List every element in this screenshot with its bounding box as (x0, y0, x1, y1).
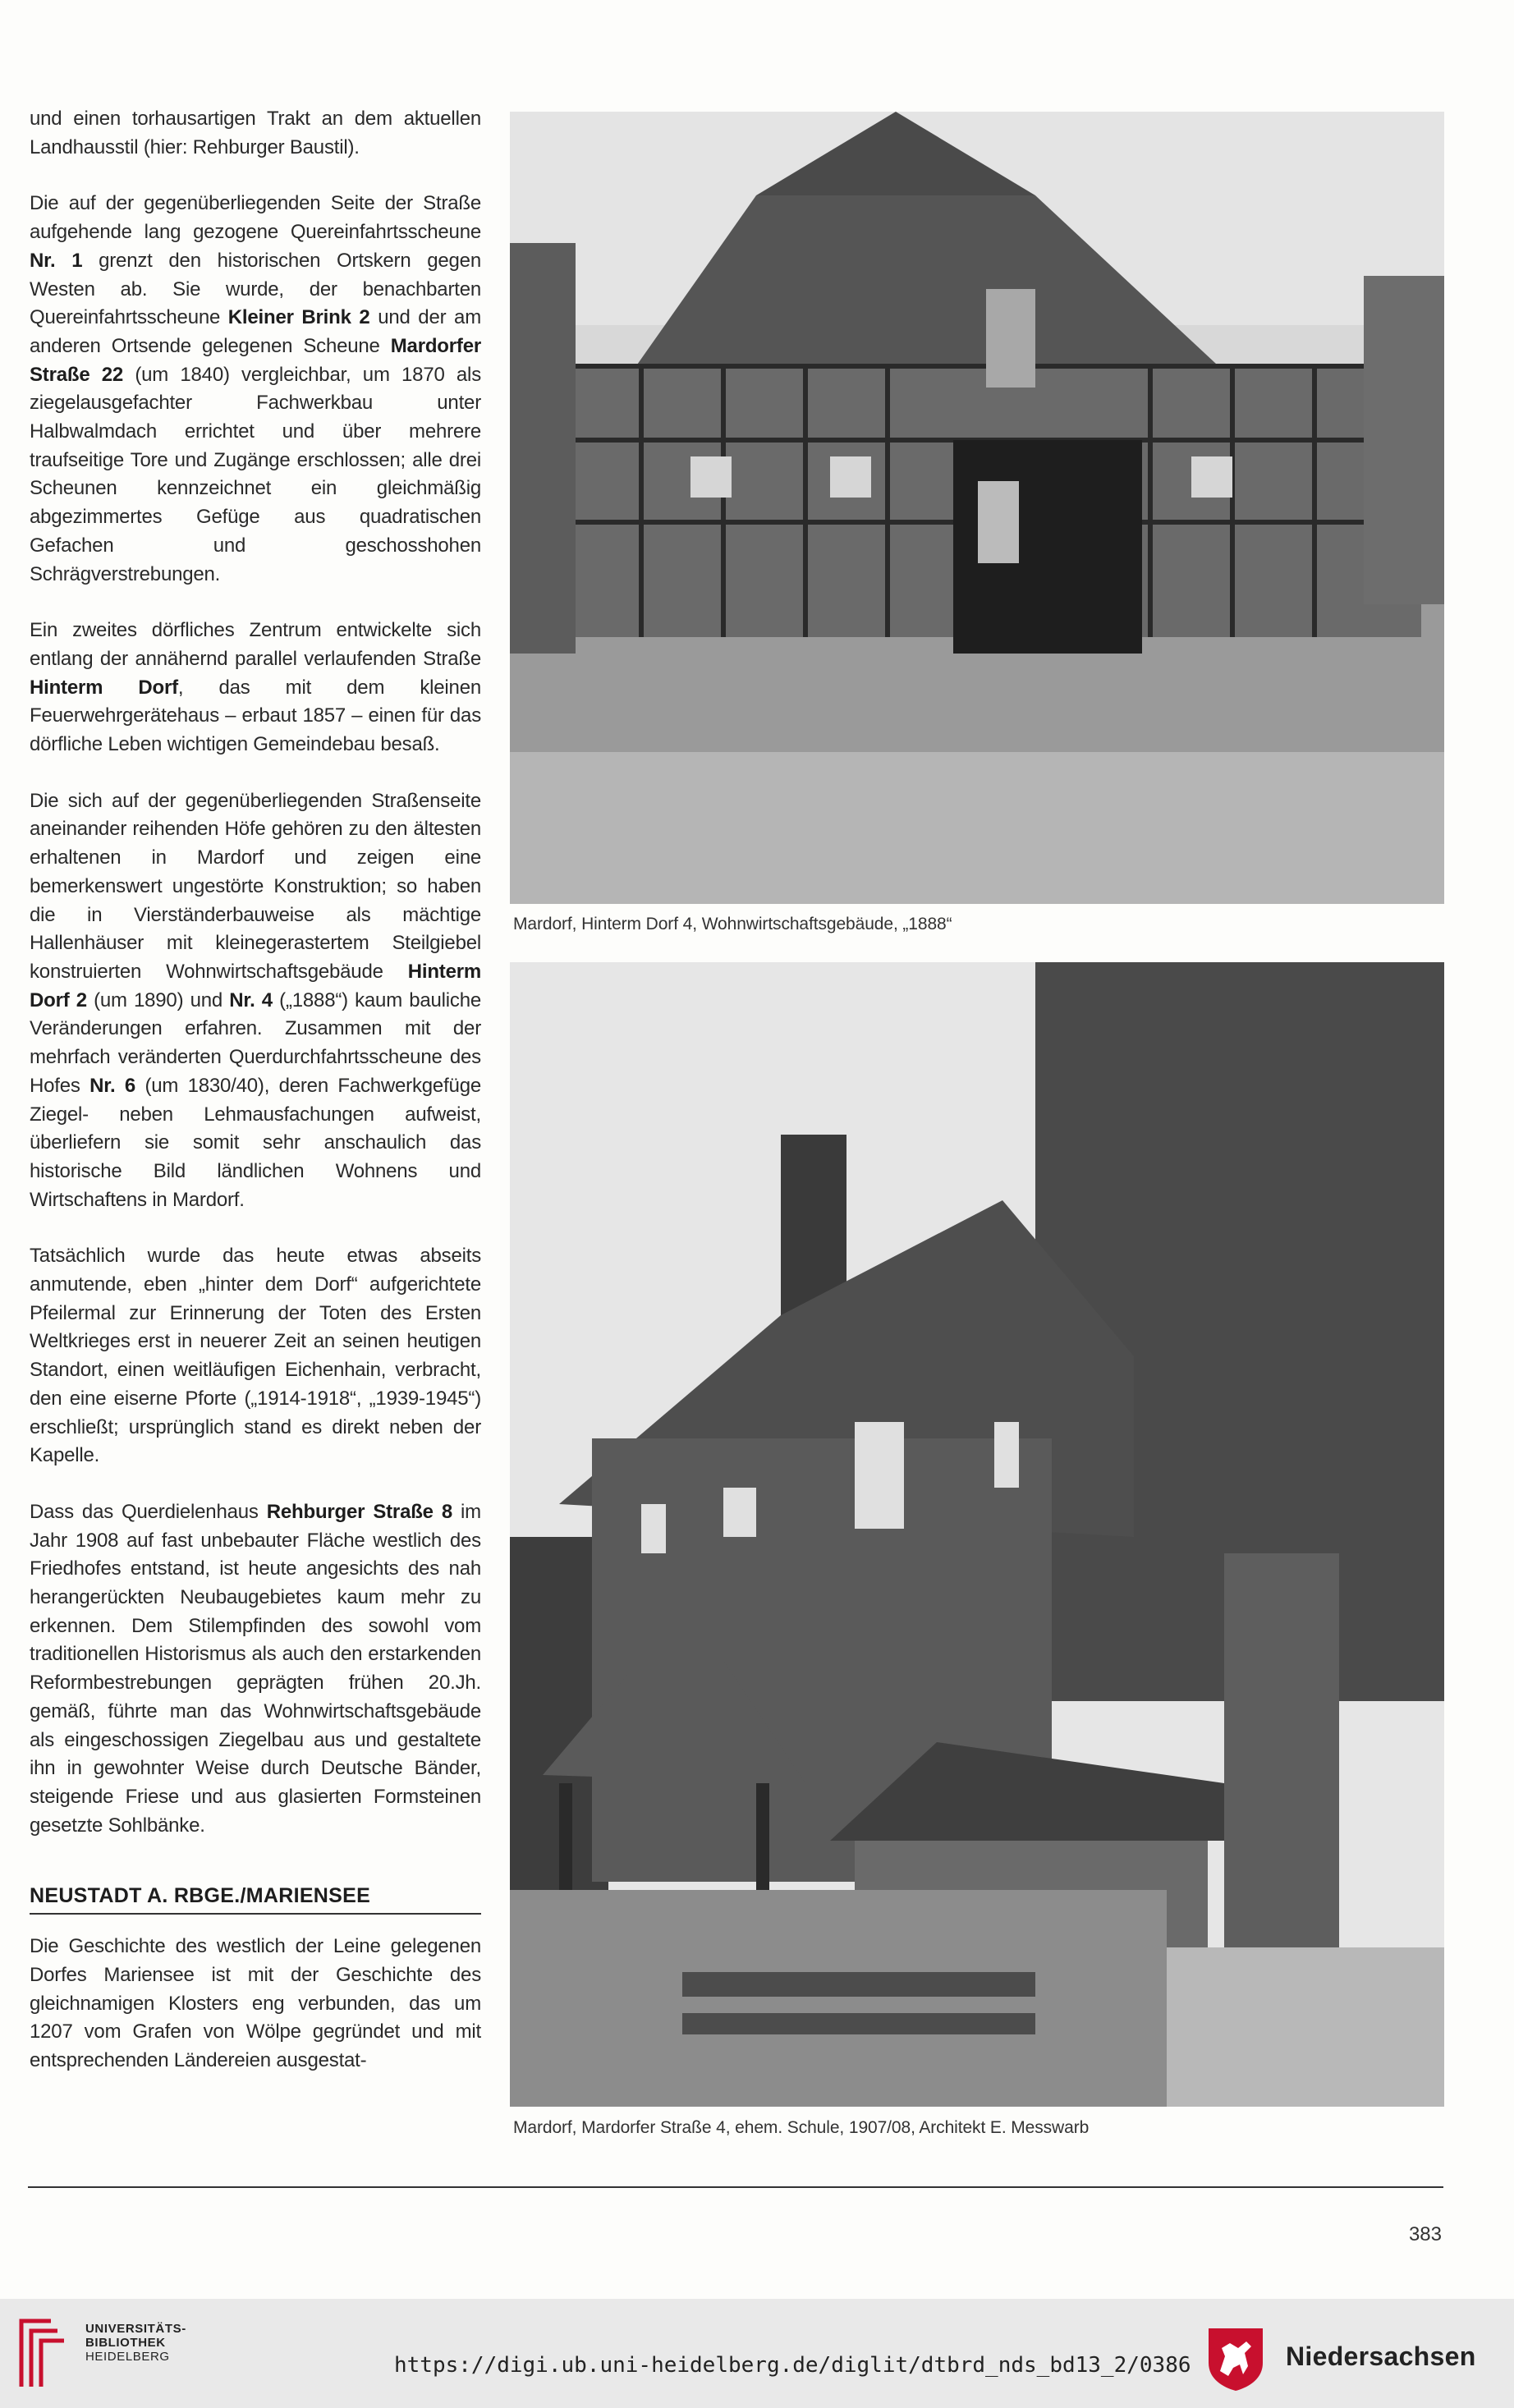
bold-address: Mardorfer Straße 22 (30, 334, 481, 386)
library-line-2: BIBLIOTHEK (85, 2336, 166, 2350)
paragraph-4 (30, 787, 481, 1215)
text-run: Die auf der gegenüberliegenden Seite der Straße aufgehende lang gezogene Quereinfahrtsscheune (30, 192, 481, 244)
bold-address: Hinterm Dorf (30, 676, 178, 699)
bold-address: Nr. 4 (229, 988, 273, 1011)
text-run: grenzt den historischen Ortskern gegen Westen ab. Sie wurde, der benachbarten Quereinfahrtsscheune (30, 249, 481, 329)
lower-saxony-horse-icon (1205, 2325, 1266, 2392)
partner-name: Niedersachsen (1286, 2341, 1476, 2371)
text-run: Die sich auf der gegenüberliegenden Straßenseite aneinander reihenden Höfe gehören zu den ältesten erhaltenen in Mardorf und zeigen eine bemerkenswert ungestörte Konstruktion; so haben die in Vierständerbauweise als mächtige Hallenhäuser mit kleinegerastertem Steilgiebel konstruierten Wohnwirtschaftsgebäude (30, 789, 481, 983)
paragraph-7: Die Geschichte des westlich der Leine gelegenen Dorfes Mariensee ist mit der Geschichte des gleichnamigen Klosters eng verbunden, das um 1207 vom Grafen von Wölpe gegründet und mit entsprechenden Ländereien ausgestat- (30, 1935, 481, 2072)
paragraph-5: Tatsächlich wurde das heute etwas abseits anmutende, eben „hinter dem Dorf“ aufgerichtete Pfeilermal zur Erinnerung der Toten des Ersten Weltkrieges erst in neuerer Zeit an seinen heutigen Standort, einen weitläufigen Eichenhain, verbracht, den eine eiserne Pforte („1914-1918“, „1939-1945“) erschließt; ursprünglich stand es direkt neben der Kapelle. (30, 1245, 481, 1467)
text-run: („1888“) kaum bauliche Veränderungen erfahren. Zusammen mit der mehrfach veränderten Querdurchfahrtsscheune des Hofes (30, 988, 481, 1097)
text-run: Ein zweites dörfliches Zentrum entwickelte sich entlang der annähernd parallel verlaufenden Straße (30, 619, 481, 670)
photo-half-timbered-barn (510, 112, 1444, 904)
paragraph-6 (30, 1498, 481, 1840)
paragraph-2 (30, 190, 481, 589)
library-name (85, 2322, 186, 2364)
caption-photo-1: Mardorf, Hinterm Dorf 4, Wohnwirtschaftsgebäude, „1888“ (513, 915, 952, 933)
paragraph-3 (30, 617, 481, 759)
bold-address: Nr. 1 (30, 249, 83, 272)
paragraph-1: und einen torhausartigen Trakt an dem aktuellen Landhausstil (hier: Rehburger Baustil). (30, 108, 481, 158)
bold-address: Hinterm Dorf 2 (30, 960, 481, 1011)
text-run: (um 1830/40), deren Fachwerkgefüge Ziegel- neben Lehmausfachungen aufweist, überliefern sie somit sehr anschaulich das historische Bild ländlichen Wohnens und Wirtschaftens in Mardorf. (30, 1074, 481, 1211)
photo-former-school (510, 962, 1444, 2107)
text-run: im Jahr 1908 auf fast unbebauter Fläche westlich des Friedhofes entstand, ist heute angesichts des nah herangerückten Neubaugebietes kaum mehr zu erkennen. Dem Stilempfinden des sowohl vom traditionellen Historismus als auch den erstarkenden Reformbestrebungen geprägten frühen 20.Jh. gemäß, führte man das Wohnwirtschaftsgebäude als eingeschossigen Ziegelbau aus und gestaltete ihn in gewohnter Weise durch Deutsche Bänder, steigende Friese und aus glasierten Formsteinen gesetzte Sohlbänke. (30, 1500, 481, 1837)
text-run: und der am anderen Ortsende gelegenen Scheune (30, 306, 481, 357)
text-run: (um 1840) vergleichbar, um 1870 als ziegelausgefachter Fachwerkbau unter Halbwalmdach errichtet und über mehrere traufseitige Tore und Zugänge erschlossen; alle drei Scheunen kennzeichnet ein gleichmäßig abgezimmertes Gefüge aus quadratischen Gefachen und geschosshohen Schrägverstrebungen. (30, 363, 481, 585)
footer-rule (28, 2186, 1443, 2188)
library-line-3: HEIDELBERG (85, 2350, 170, 2364)
page-number: 383 (1408, 2223, 1442, 2245)
text-run: Dass das Querdielenhaus (30, 1500, 267, 1523)
caption-photo-2: Mardorf, Mardorfer Straße 4, ehem. Schule, 1907/08, Architekt E. Messwarb (513, 2118, 1090, 2137)
text-run: (um 1890) und (86, 988, 230, 1011)
bold-address: Rehburger Straße 8 (266, 1500, 453, 1523)
university-library-logo-icon (13, 2313, 76, 2392)
permalink-url[interactable]: https://digi.ub.uni-heidelberg.de/diglit/dtbrd_nds_bd13_2/0386 (394, 2353, 1191, 2378)
section-heading: NEUSTADT A. RBGE./MARIENSEE (30, 1884, 481, 1915)
bold-address: Kleiner Brink 2 (227, 306, 370, 329)
text-run: , das mit dem kleinen Feuerwehrgerätehaus – erbaut 1857 – einen für das dörfliche Leben wichtigen Gemeindebau besaß. (30, 676, 481, 756)
text-column (30, 105, 481, 2103)
bold-address: Nr. 6 (89, 1074, 136, 1097)
library-line-1: UNIVERSITÄTS- (85, 2322, 186, 2336)
